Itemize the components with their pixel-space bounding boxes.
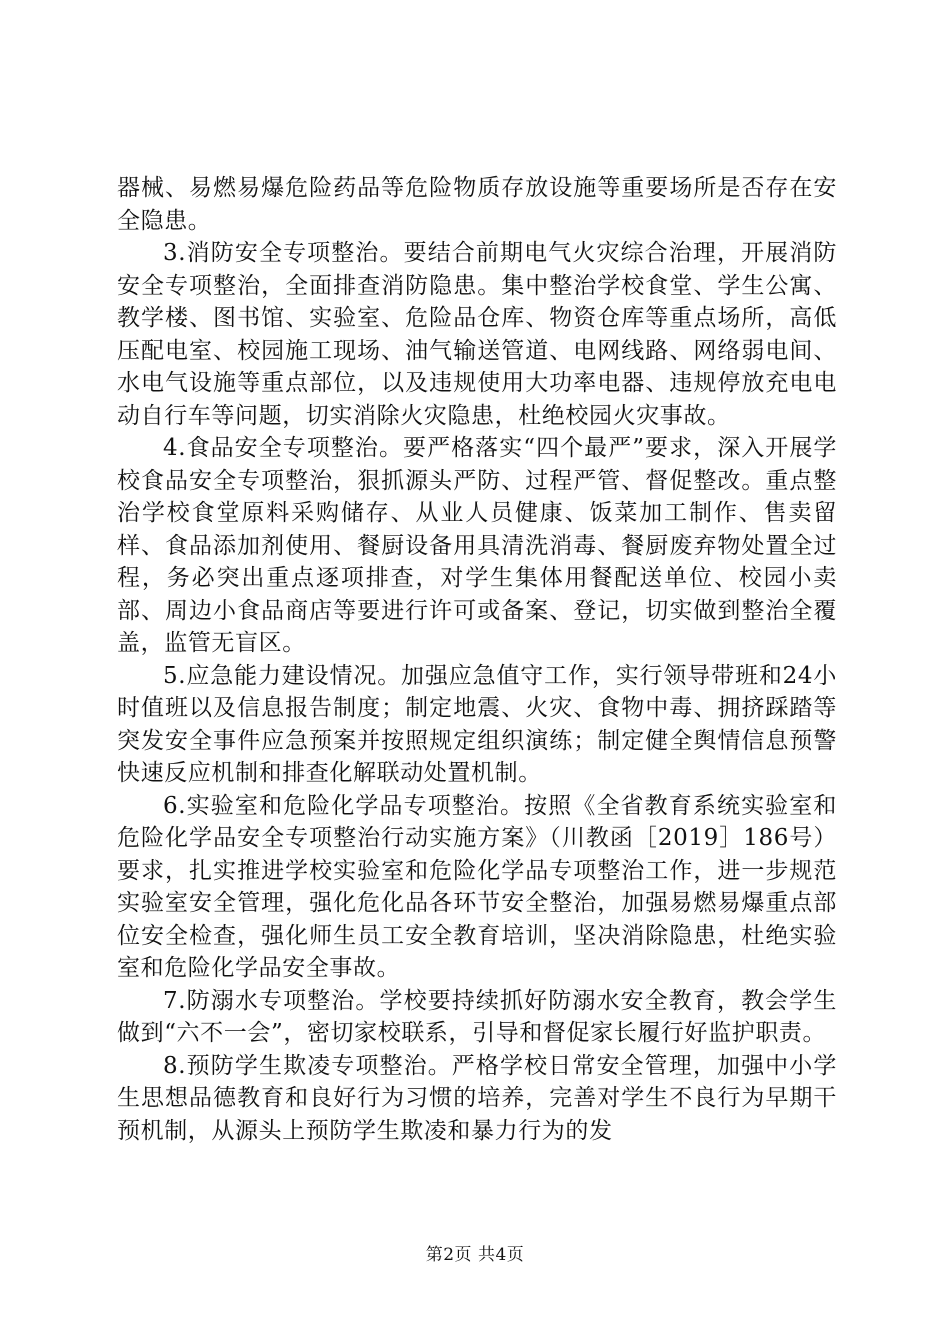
paragraph-drowning-prevention: 7.防溺水专项整治。学校要持续抓好防溺水安全教育，教会学生做到“六不一会”，密切家校联系，引导和督促家长履行好监护职责。 [117, 987, 837, 1046]
page-number-footer: 第2页 共4页 [425, 1245, 525, 1265]
paragraph-bullying-prevention: 8.预防学生欺凌专项整治。严格学校日常安全管理，加强中小学生思想品德教育和良好行为习惯的培养，完善对学生不良行为早期干预机制，从源头上预防学生欺凌和暴力行为的发 [117, 1052, 837, 1144]
paragraph-continuation: 器械、易燃易爆危险药品等危险物质存放设施等重要场所是否存在安全隐患。 [117, 175, 837, 234]
paragraph-fire-safety: 3.消防安全专项整治。要结合前期电气火灾综合治理，开展消防安全专项整治，全面排查消防隐患。集中整治学校食堂、学生公寓、教学楼、图书馆、实验室、危险品仓库、物资仓库等重点场所，高低压配电室、校园施工现场、油气输送管道、电网线路、网络弱电间、水电气设施等重点部位，以及违规使用大功率电器、违规停放充电电动自行车等问题，切实消除火灾隐患，杜绝校园火灾事故。 [117, 240, 837, 429]
paragraph-food-safety: 4.食品安全专项整治。要严格落实“四个最严”要求，深入开展学校食品安全专项整治，狠抓源头严防、过程严管、督促整改。重点整治学校食堂原料采购储存、从业人员健康、饭菜加工制作、售卖留样、食品添加剂使用、餐厨设备用具清洗消毒、餐厨废弃物处置全过程，务必突出重点逐项排查，对学生集体用餐配送单位、校园小卖部、周边小食品商店等要进行许可或备案、登记，切实做到整治全覆盖，监管无盲区。 [117, 435, 837, 656]
paragraph-emergency-capability: 5.应急能力建设情况。加强应急值守工作，实行领导带班和24小时值班以及信息报告制度；制定地震、火灾、食物中毒、拥挤踩踏等突发安全事件应急预案并按照规定组织演练；制定健全舆情信息预警快速反应机制和排查化解联动处置机制。 [117, 662, 837, 786]
document-body [117, 172, 837, 1147]
paragraph-laboratory-chemicals: 6.实验室和危险化学品专项整治。按照《全省教育系统实验室和危险化学品安全专项整治行动实施方案》（川教函［2019］186号）要求，扎实推进学校实验室和危险化学品专项整治工作，进一步规范实验室安全管理，强化危化品各环节安全整治，加强易燃易爆重点部位安全检查，强化师生员工安全教育培训，坚决消除隐患，杜绝实验室和危险化学品安全事故。 [117, 792, 837, 981]
